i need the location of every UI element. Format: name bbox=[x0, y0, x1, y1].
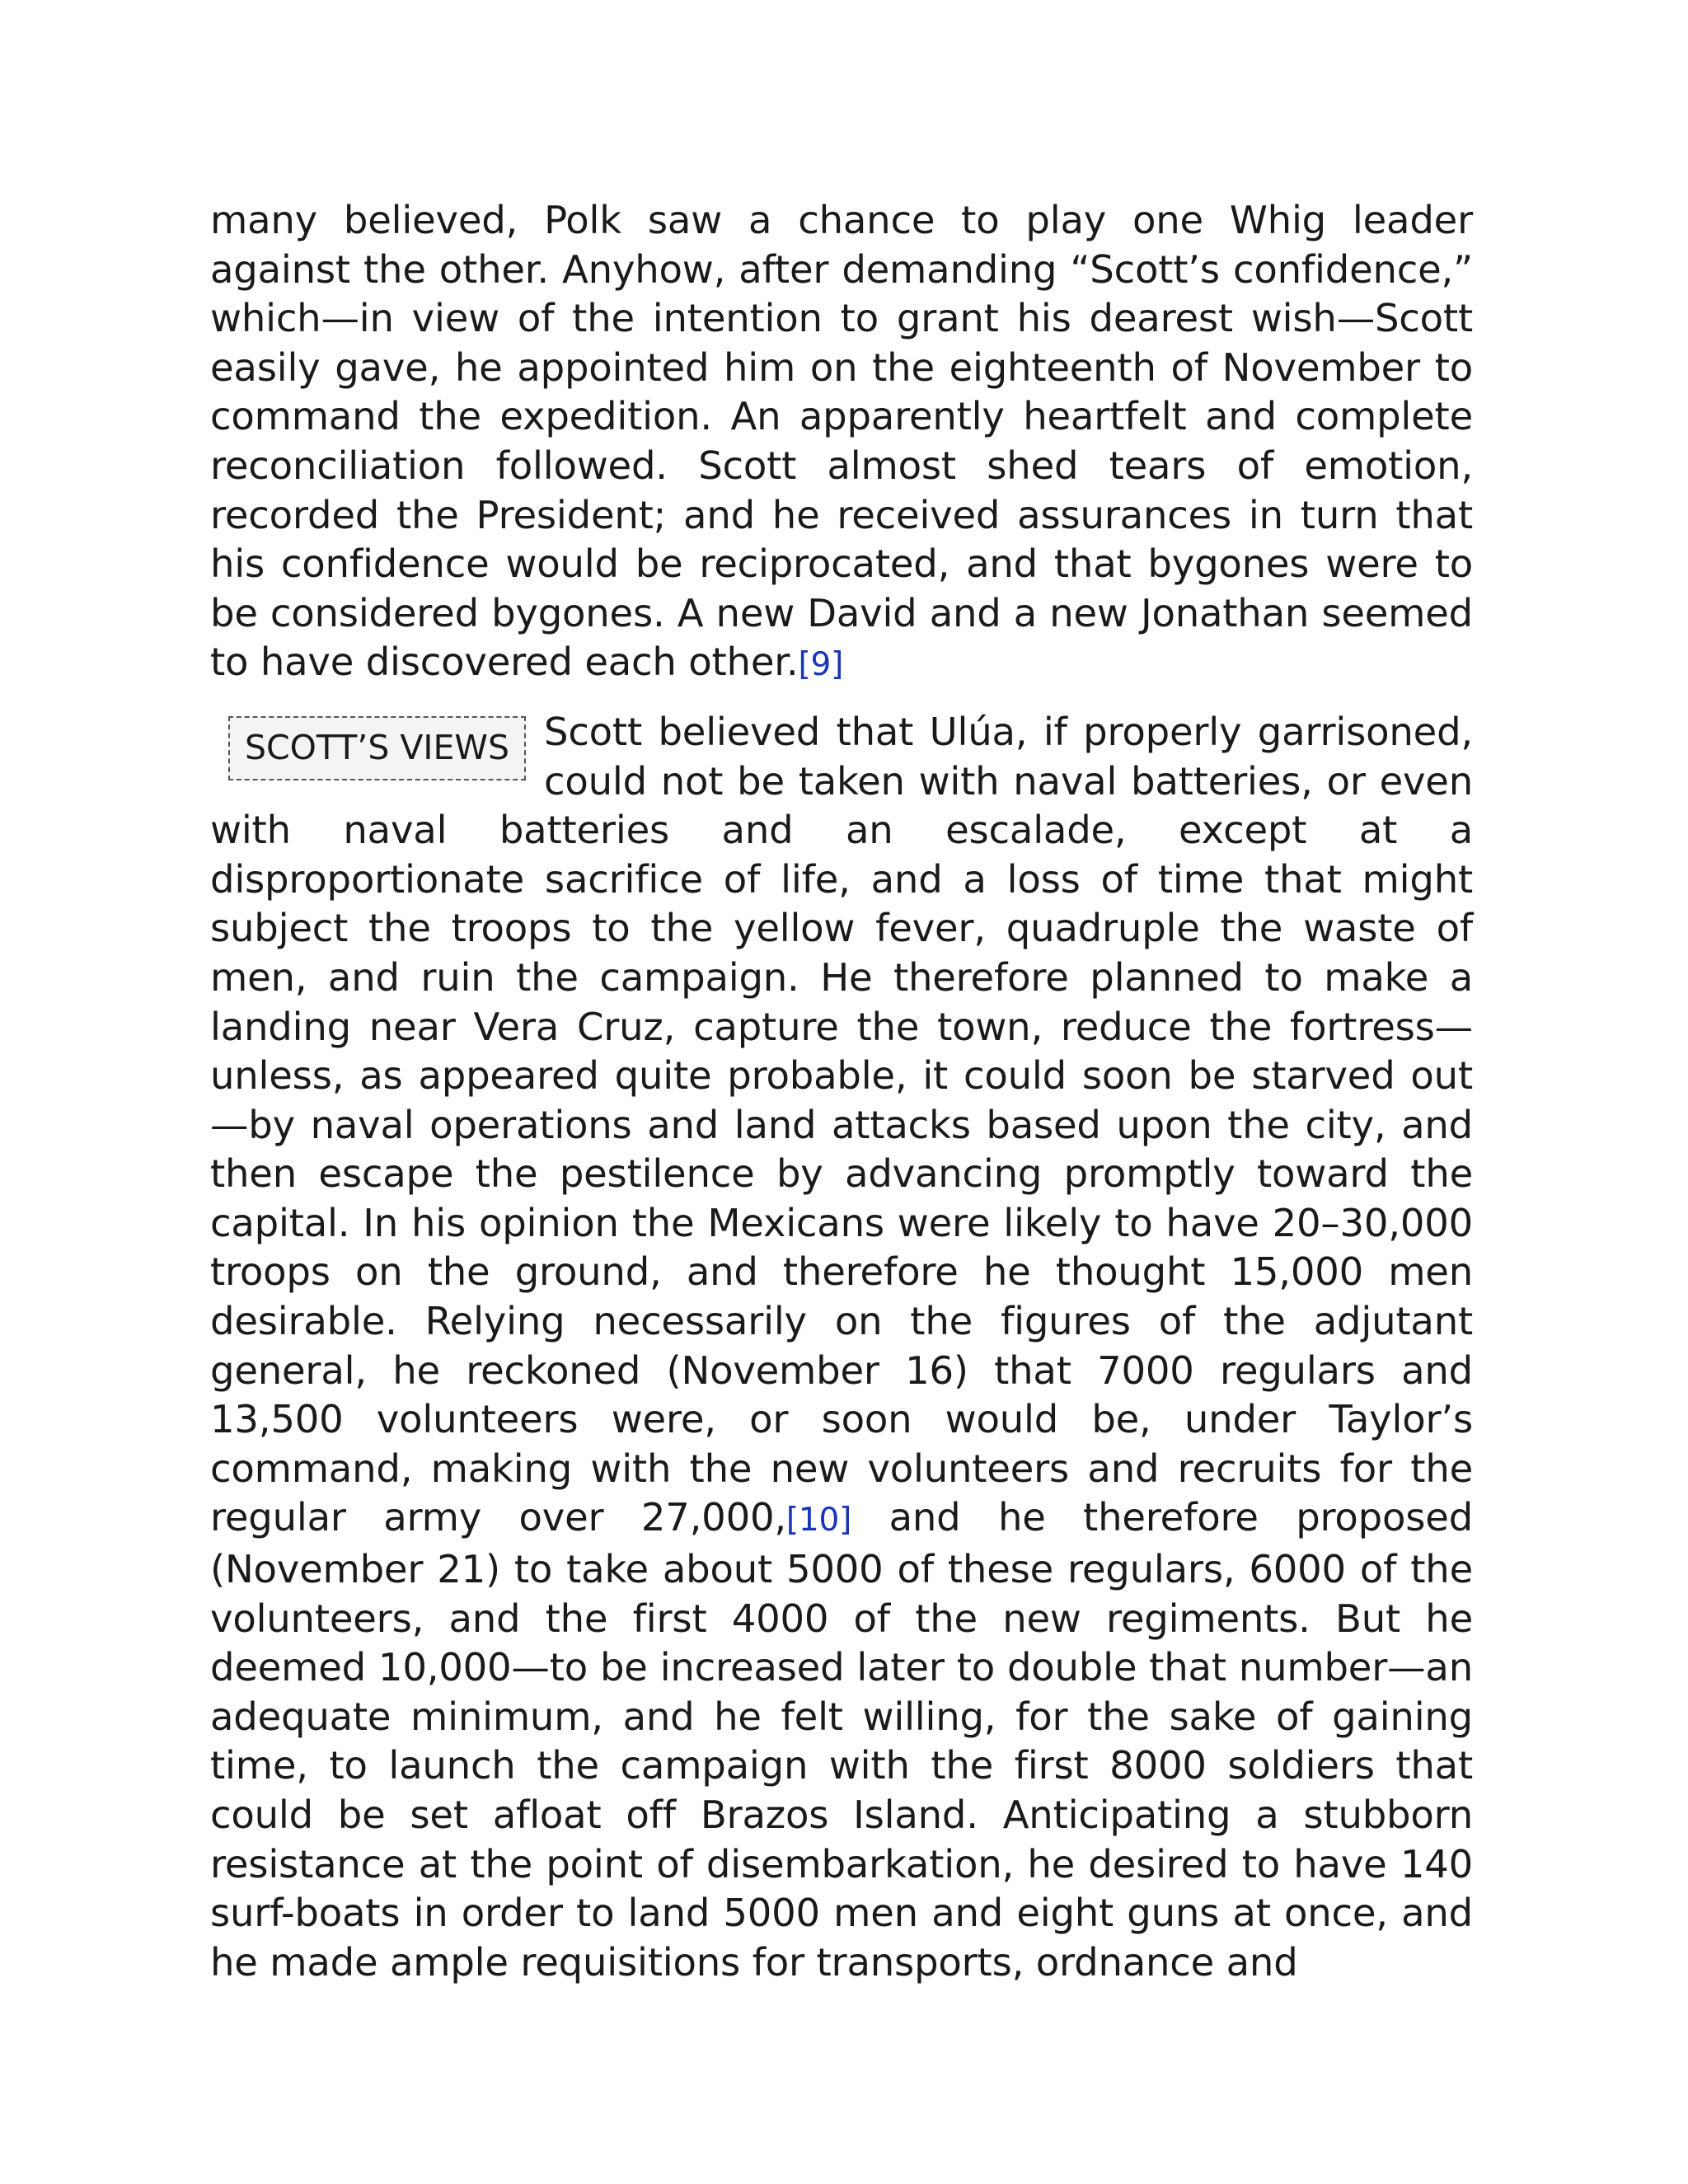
footnote-link-10[interactable]: [10] bbox=[785, 1502, 852, 1540]
footnote-link-9[interactable]: [9] bbox=[798, 646, 844, 684]
paragraph-1-text: many believed, Polk saw a chance to play one Whig leader against the other. Anyhow, after demanding “Scott’s confidence,” which—in view of the intention to grant his dearest wish—Scott easily gave, he appointed him on the eighteenth of November to command the expedition. An apparently heartfelt and complete reconciliation followed. Scott almost shed tears of emotion, recorded the President; and he received assurances in turn that his confidence would be reciprocated, and that bygones were to be considered bygones. A new David and a new Jonathan seemed to have discovered each other. bbox=[210, 198, 1473, 685]
paragraph-2-text-b: and he therefore proposed (November 21) to take about 5000 of these regulars, 6000 of the volunteers, and the first 4000 of the new regiments. But he deemed 10,000—to be increased later to double that number—an adequate minimum, and he felt willing, for the sake of gaining time, to launch the campaign with the first 8000 soldiers that could be set afloat off Brazos Island. Anticipating a stubborn resistance at the point of disembarkation, he desired to have 140 surf-boats in order to land 5000 men and eight guns at once, and he made ample requisitions for transports, ordnance and bbox=[210, 1495, 1474, 1985]
paragraph-2 bbox=[210, 708, 1473, 1987]
page-body bbox=[210, 196, 1473, 1987]
paragraph-2-text-a: Scott believed that Ulúa, if properly garrisoned, could not be taken with naval batteries, or even with naval batteries and an escalade, except at a disproportionate sacrifice of life, and a loss of time that might subject the troops to the yellow fever, quadruple the waste of men, and ruin the campaign. He therefore planned to make a landing near Vera Cruz, capture the town, reduce the fortress—unless, as appeared quite probable, it could soon be starved out—by naval operations and land attacks based upon the city, and then escape the pestilence by advancing promptly toward the capital. In his opinion the Mexicans were likely to have 20–30,000 troops on the ground, and therefore he thought 15,000 men desirable. Relying necessarily on the figures of the adjutant general, he reckoned (November 16) that 7000 regulars and 13,500 volunteers were, or soon would be, under Taylor’s command, making with the new volunteers and recruits for the regular army over 27,000, bbox=[210, 709, 1473, 1540]
sidenote-scotts-views: SCOTT’S VIEWS bbox=[228, 716, 526, 780]
paragraph-1 bbox=[210, 196, 1473, 690]
